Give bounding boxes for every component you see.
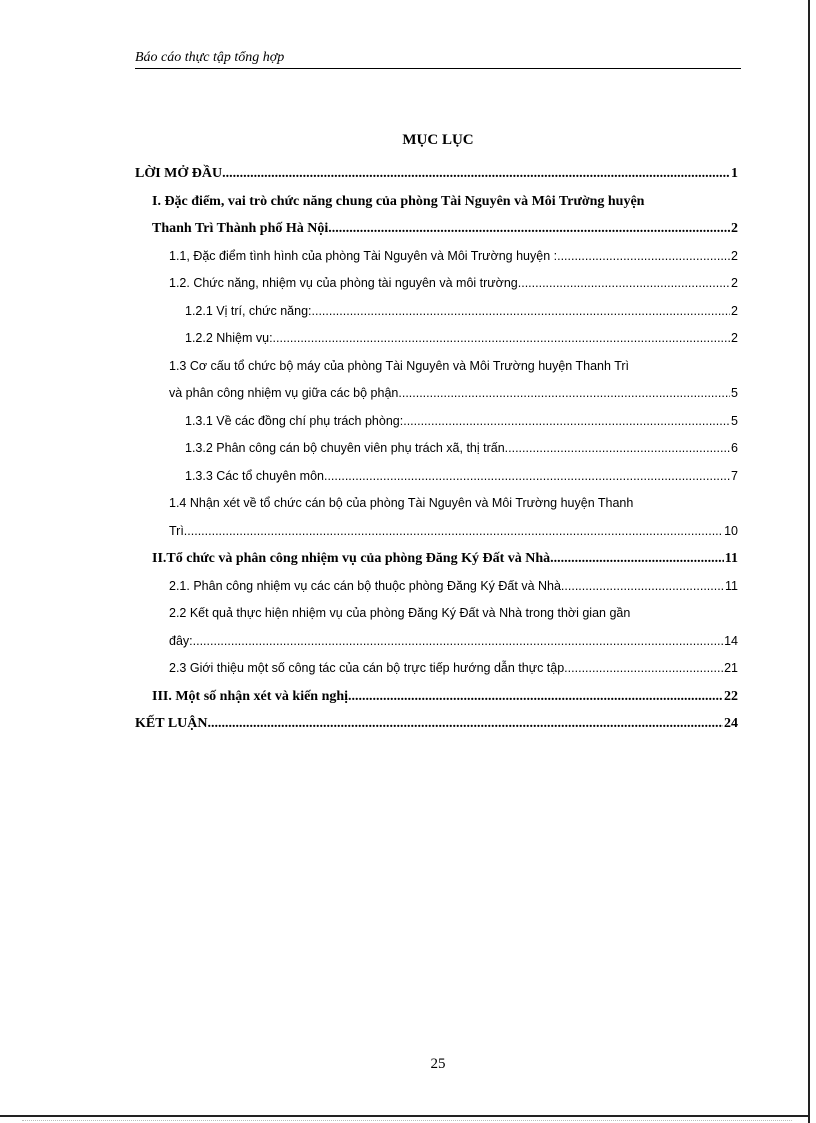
toc-entry-text: 1.1, Đặc điểm tình hình của phòng Tài Nguyên và Môi Trường huyện : [169, 248, 558, 263]
toc-entry-1-3-2[interactable] [185, 435, 738, 463]
toc-entry-text: III. Một số nhận xét và kiến nghị. [152, 688, 352, 704]
toc-entry-1-3[interactable] [169, 353, 738, 408]
header-title: Báo cáo thực tập tổng hợp [135, 50, 285, 65]
toc-entry-1-2[interactable] [169, 270, 738, 298]
toc-entry-text: 2.1. Phân công nhiệm vụ các cán bộ thuộc phòng Đăng Ký Đất và Nhà. [169, 578, 565, 593]
toc-entry-page: 7 [731, 468, 738, 483]
toc-entry-page: 2 [731, 276, 738, 290]
toc-entry-page: 14 [724, 633, 738, 648]
toc-entry-1-3-1[interactable] [185, 408, 738, 436]
toc-entry-1-4[interactable] [169, 490, 738, 545]
toc-entry-page: 5 [731, 413, 738, 428]
toc-entry-1-3-3[interactable] [185, 463, 738, 491]
toc-entry-ket-luan[interactable] [135, 710, 738, 738]
toc-entry-text-line2: đây: [169, 633, 193, 648]
toc-entry-text: II.Tổ chức và phân công nhiệm vụ của phòng Đăng Ký Đất và Nhà. [152, 551, 554, 566]
toc-entry-2-2[interactable] [169, 600, 738, 655]
toc-entry-text: 1.3.2 Phân công cán bộ chuyên viên phụ trách xã, thị trấn. [185, 441, 509, 455]
toc-entry-1-2-1[interactable] [185, 298, 738, 326]
toc-entry-text-line2: Trì. [169, 523, 188, 538]
toc-title: MỤC LỤC [402, 132, 474, 148]
toc-entry-text-line1: 1.4 Nhận xét về tổ chức cán bộ của phòng Tài Nguyên và Môi Trường huyện Thanh [169, 496, 634, 510]
table-of-contents [135, 160, 738, 738]
toc-entry-page: 5 [731, 386, 738, 400]
toc-entry-text: 1.3.1 Về các đồng chí phụ trách phòng: [185, 413, 404, 428]
toc-entry-page: 21 [724, 661, 738, 675]
toc-entry-page: 22 [724, 688, 738, 704]
toc-entry-page: 2 [731, 221, 738, 236]
toc-entry-page: 6 [731, 441, 738, 455]
toc-entry-page: 24 [724, 716, 738, 731]
toc-entry-text: 2.3 Giới thiệu một số công tác của cán bộ trực tiếp hướng dẫn thực tập. [169, 661, 568, 675]
toc-entry-1-1[interactable] [169, 243, 738, 271]
toc-entry-text: LỜI MỞ ĐẦU [135, 166, 223, 181]
toc-entry-text: 1.2.1 Vị trí, chức năng: [185, 303, 312, 318]
page-border-right [808, 0, 810, 1123]
page-edge-dots [22, 1120, 792, 1121]
toc-entry-section-i[interactable] [152, 188, 738, 243]
toc-entry-page: 11 [724, 551, 738, 566]
toc-entry-text: 1.2. Chức năng, nhiệm vụ của phòng tài nguyên và môi trường. [169, 276, 522, 290]
toc-entry-page: 1 [731, 166, 738, 181]
toc-entry-text-line1: I. Đặc điểm, vai trò chức năng chung của phòng Tài Nguyên và Môi Trường huyện [152, 193, 645, 209]
toc-entry-text-line2: và phân công nhiệm vụ giữa các bộ phận. [169, 386, 402, 400]
page-number: 25 [430, 1056, 446, 1072]
toc-entry-page: 11 [725, 578, 738, 593]
toc-entry-page: 2 [731, 248, 738, 263]
toc-entry-text-line1: 1.3 Cơ cấu tổ chức bộ máy của phòng Tài Nguyên và Môi Trường huyện Thanh Trì [169, 358, 629, 373]
toc-entry-1-2-2[interactable] [185, 325, 738, 353]
toc-entry-loi-mo-dau[interactable] [135, 160, 738, 188]
toc-entry-page: 2 [731, 331, 738, 345]
toc-entry-text: 1.3.3 Các tổ chuyên môn [185, 468, 324, 483]
toc-entry-text: 1.2.2 Nhiệm vụ: [185, 331, 273, 345]
toc-entry-page: 2 [731, 303, 738, 318]
toc-entry-section-ii[interactable] [152, 545, 738, 573]
page-border-bottom [0, 1115, 810, 1117]
toc-entry-section-iii[interactable] [152, 683, 738, 711]
toc-entry-page: 10 [724, 523, 738, 538]
toc-entry-2-1[interactable] [169, 573, 738, 601]
toc-entry-text: KẾT LUẬN [135, 716, 208, 731]
toc-entry-text-line1: 2.2 Kết quả thực hiện nhiệm vụ của phòng Đăng Ký Đất và Nhà trong thời gian gần [169, 606, 631, 620]
toc-entry-2-3[interactable] [169, 655, 738, 683]
toc-entry-text-line2: Thanh Trì Thành phố Hà Nội [152, 221, 329, 236]
running-header [135, 48, 741, 69]
